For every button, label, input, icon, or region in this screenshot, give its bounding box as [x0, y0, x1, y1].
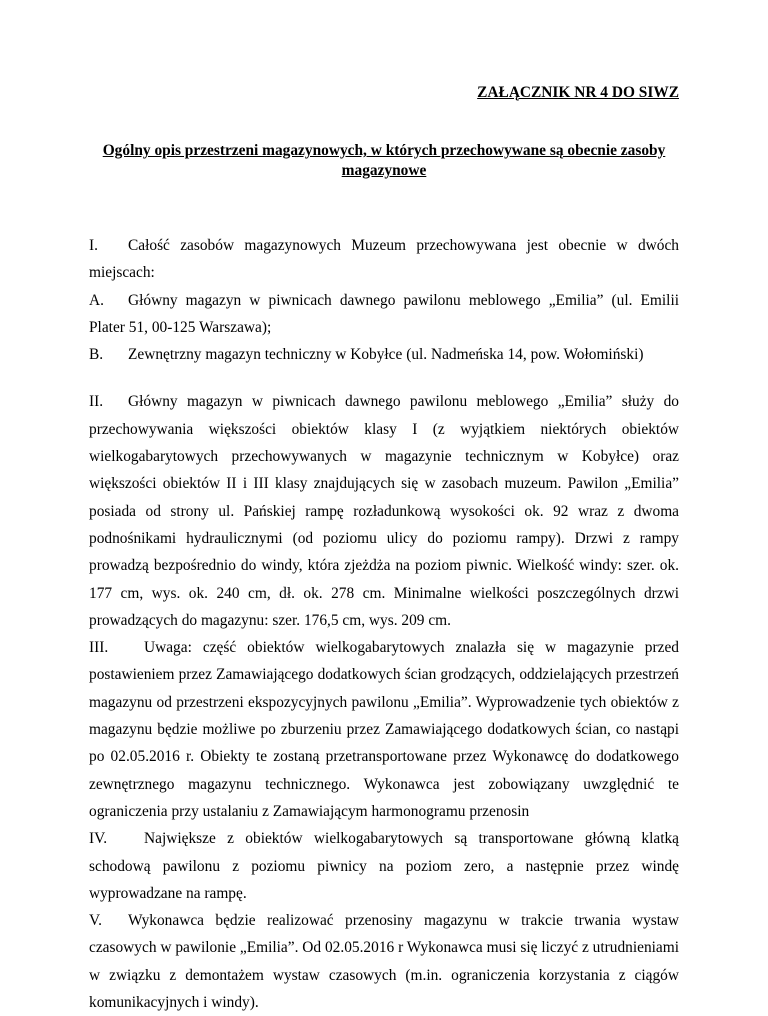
section-ii	[89, 388, 679, 634]
section-text: Całość zasobów magazynowych Muzeum przechowywana jest obecnie w dwóch miejscach:	[89, 237, 679, 282]
section-iii	[89, 634, 679, 825]
document-body	[89, 232, 679, 1016]
section-a	[89, 287, 679, 342]
paragraph-gap	[89, 368, 679, 388]
section-b	[89, 341, 679, 368]
section-text: Uwaga: część obiektów wielkogabarytowych znalazła się w magazynie przed postawieniem przez Zamawiającego dodatkowych ścian grodzących, oddzielających przestrzeń magazynu od przestrzeni ekspozycyjnych pawilonu „Emilia”. Wyprowadzenie tych obiektów z magazynu będzie możliwe po zburzeniu przez Zamawiającego dodatkowych ścian, co nastąpi po 02.05.2016 r. Obiekty te zostaną przetransportowane przez Wykonawcę do dodatkowego zewnętrznego magazynu technicznego. Wykonawca jest zobowiązany uwzględnić te ograniczenia przy ustalaniu z Zamawiającym harmonogramu przenosin	[89, 639, 679, 820]
section-iv	[89, 825, 679, 907]
section-text: Wykonawca będzie realizować przenosiny magazynu w trakcie trwania wystaw czasowych w pawilonie „Emilia”. Od 02.05.2016 r Wykonawca musi się liczyć z utrudnieniami w związku z demontażem wystaw czasowych (m.in. ograniczenia korzystania z ciągów komunikacyjnych i windy).	[89, 912, 679, 1012]
section-text: Zewnętrzny magazyn techniczny w Kobyłce (ul. Nadmeńska 14, pow. Wołomiński)	[128, 346, 644, 364]
section-v	[89, 907, 679, 1016]
section-label: A.	[89, 291, 104, 309]
section-text: Główny magazyn w piwnicach dawnego pawilonu meblowego „Emilia” (ul. Emilii Plater 51, 00-125 Warszawa);	[89, 291, 679, 336]
section-i	[89, 232, 679, 287]
section-label: V.	[89, 912, 102, 930]
annex-title: ZAŁĄCZNIK NR 4 DO SIWZ	[477, 84, 679, 101]
section-text: Główny magazyn w piwnicach dawnego pawilonu meblowego „Emilia” służy do przechowywania większości obiektów klasy I (z wyjątkiem niektórych obiektów wielkogabarytowych przechowywanych w magazynie technicznym w Kobyłce) oraz większości obiektów II i III klasy znajdujących się w zasobach muzeum. Pawilon „Emilia” posiada od strony ul. Pańskiej rampę rozładunkową wysokości ok. 92 wraz z dwoma podnośnikami hydraulicznymi (od poziomu ulicy do poziomu rampy). Drzwi z rampy prowadzą bezpośrednio do windy, która zjeżdża na poziom piwnic. Wielkość windy: szer. ok. 177 cm, wys. ok. 240 cm, dł. ok. 278 cm. Minimalne wielkości poszczególnych drzwi prowadzących do magazynu: szer. 176,5 cm, wys. 209 cm.	[89, 393, 679, 629]
section-label: B.	[89, 346, 104, 364]
section-text: Największe z obiektów wielkogabarytowych są transportowane główną klatką schodową pawilonu z poziomu piwnicy na poziom zero, a następnie przez windę wyprowadzane na rampę.	[89, 830, 679, 902]
section-label: IV.	[89, 830, 108, 848]
section-label: III.	[89, 639, 109, 657]
document-title: Ogólny opis przestrzeni magazynowych, w których przechowywane są obecnie zasoby magazynowe	[102, 142, 666, 179]
section-label: I.	[89, 237, 98, 254]
section-label: II.	[89, 393, 104, 411]
